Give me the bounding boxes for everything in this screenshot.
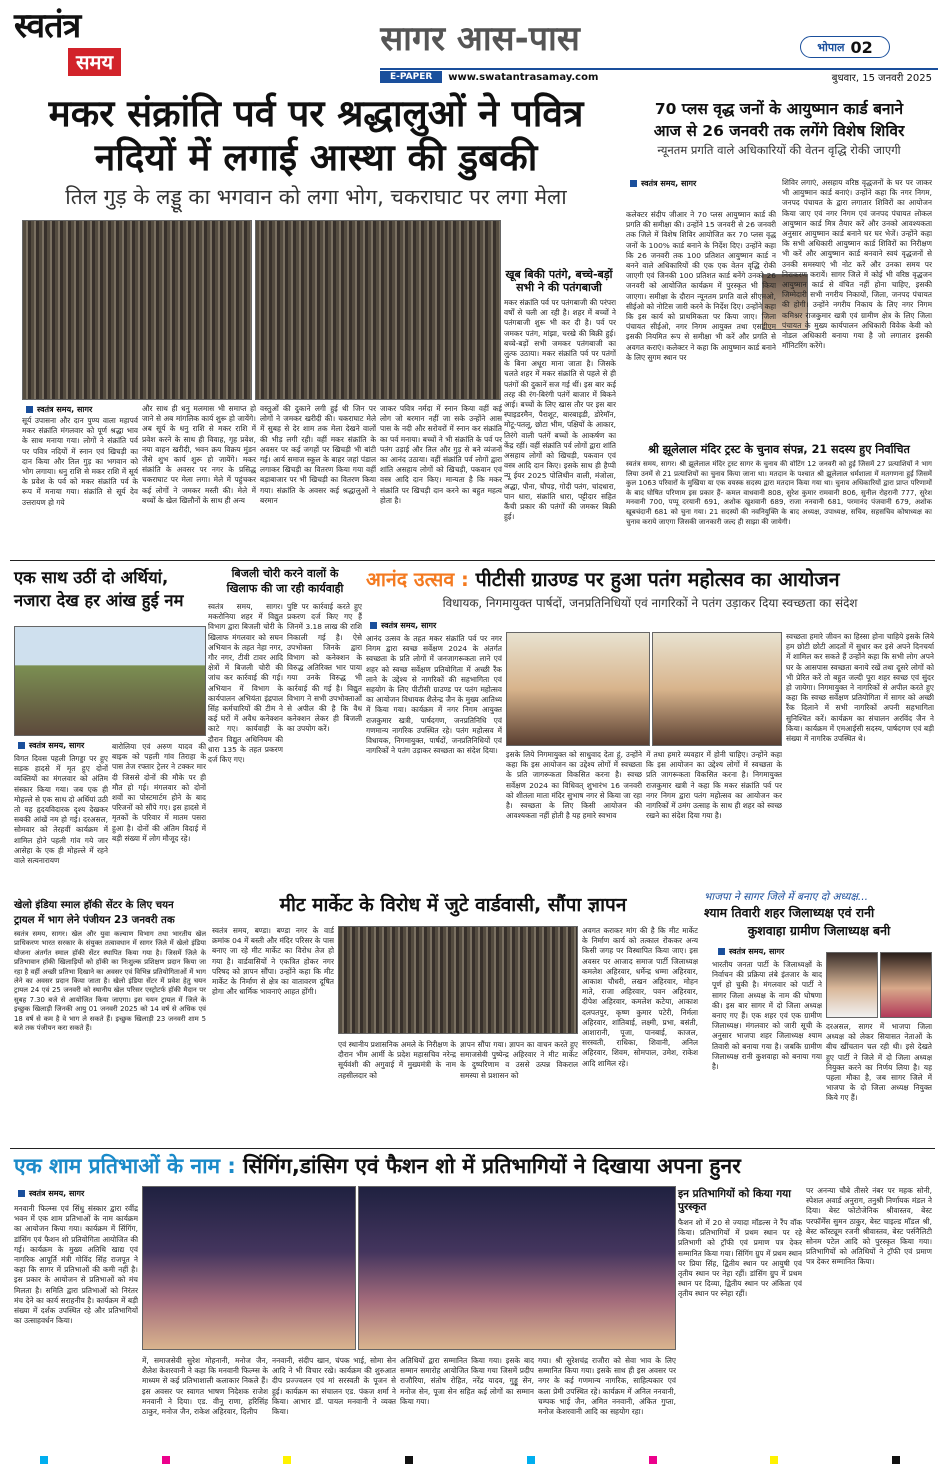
anand-headline: पीटीसी ग्राउण्ड पर हुआ पतंग महोत्सव का आयोजन [475, 568, 840, 591]
arthiyan-col-2: बारोलिया एवं अरुण यादव की बाइक को पहली गांव तिराहा के पास तेज रफ्तार ट्रेलर ने टक्कर मार दी जिससे दोनों की मौके पर ही मौत हो गई। मंगलवार को दोनों शवों का पोस्टमार्टम होने के बाद परिजनों को सौंपे गए। इस हादसे में मृतकों के परिवार में मातम पसरा हुआ है। दोनों की अंतिम विदाई में बड़ी संख्या में लोग मौजूद रहे। [112, 742, 206, 843]
bjp-byline: स्वतंत्र समय, सागर [718, 946, 828, 957]
anand-headline-row [366, 566, 934, 594]
shaam-col-1: मनवानी फिल्म्स एवं सिंधु संस्कार द्वारा रवींद्र भवन में एक शाम प्रतिभाओं के नाम कार्यक्रम का आयोजन किया गया। कार्यक्रम में सिंगिंग, डांसिंग एवं फैशन शो प्रतियोगिता आयोजित की गई। कार्यक्रम के मुख्य अतिथि खाद्य एवं नागरिक आपूर्ति मंत्री गोविंद सिंह राजपूत ने कहा कि सागर में प्रतिभाओं की कमी नहीं है। इस प्रकार के आयोजन से प्रतिभाओं को मंच मिलता है। समिति द्वारा प्रतिभाओं को निरंतर मंच देने का कार्य सराहनीय है। कार्यक्रम में बड़ी संख्या में दर्शक उपस्थित रहे और प्रतिभागियों का उत्साहवर्धन किया। [14, 1204, 138, 1326]
anand-subhead: विधायक, निगमायुक्त पार्षदों, जनप्रतिनिधियों एवं नागरिकों ने पतंग उड़ाकर दिया स्वच्छता का संदेश [442, 596, 858, 610]
lead-story [14, 92, 618, 538]
ayushman-col-1: कलेक्टर संदीप जीआर ने 70 प्लस आयुष्मान कार्ड की प्रगति की समीक्षा की। उन्होंने 15 जनवरी से 26 जनवरी तक जिले में विशेष शिविर आयोजित कर 70 प्लस वृद्ध जनों के 100% कार्ड बनाने के निर्देश दिए। उन्होंने कहा कि 26 जनवरी तक 100 प्रतिशत आयुष्मान कार्ड न बनने वाले अधिकारियों की एक एक वेतन वृद्धि रोकी जाएगी एवं जिनकी 100 प्रतिशत कार्ड बनेंगे उनको 26 जनवरी को आयोजित कार्यक्रम में पुरस्कृत भी किया जाएगा। समीक्षा के दौरान न्यूनतम प्रगति वाले सीएमओ, सीईओ को नोटिस जारी करने के निर्देश दिए। उन्होंने कहा कि इस कार्य को प्राथमिकता पर किया जाए। जिला पंचायत सीईओ, नगर निगम आयुक्त तथा एसडीएम इसकी नियमित रूप से समीक्षा भी करें और प्रगति से अवगत कराएं। कलेक्टर ने कहा कि आयुष्मान कार्ड बनाने के लिए सुगम स्थान पर [626, 210, 776, 362]
shaam-col-2: में, समाजसेवी सुरेश मोहनानी, मनोज जैन, शैलेश केशरवानी ने कहा कि मनवानी फिल्म्स के माध्यम से कई प्रतिभाशाली कलाकार निकले हैं। इस अवसर पर स्वागत भाषण निदेशक राजेश मनवानी ने दिया। एड. वीनू राणा, हरिसिंह ठाकुर, मनोज जैन, राकेश अहिरवार, दिलीप [142, 1356, 268, 1417]
shaam-col-3: ननवानी, संदीप खान, चंपक भाई, सोमा सेन आदि ने भी विचार रखे। कार्यक्रम की शुरुआत दीप प्रज्ज्वलन एवं मां सरस्वती के पूजन से हुई। कार्यक्रम का संचालन एड. पंकज शर्मा ने किया। आभार डॉ. पायल मनवानी ने व्यक्त किया। [272, 1356, 396, 1417]
shaam-headline: सिंगिंग,डांसिग एवं फैशन शो में प्रतिभागियों ने दिखाया अपना हुनर [243, 1154, 741, 1178]
ayushman-headline-2: आज से 26 जनवरी तक लगेंगे विशेष शिविर [653, 122, 905, 140]
kite-side-headline: खूब बिकी पतंगे, बच्चे-बड़ों सभी ने की पतंगबाजी [505, 268, 613, 294]
meat-col-4: अवगत कराकर मांग की है कि मीट मार्केट के निर्माण कार्य को तत्काल रोककर अन्य किसी जगह पर विस्थापित किया जाए। इस अवसर पर आजाद समाज पार्टी जिलाध्यक्ष कमलेश अहिरवार, धर्मेन्द्र धम्मा अहिरवार, आकाश चौधरी, लखन अहिरवार, मोहन माते, राजा अहिरवार, पवन अहिरवार, दीपेश अहिरवार, कमलेश कटेया, आकाश दलपतपुर, कृष्ण कुमार पटेरी, निर्मला अहिरवार, शांतिबाई, लक्ष्मी, प्रभा, बसंती, आशारानी, पूजा, पानबाई, काजल, सरस्वती, राधिका, शिवानी, अनिल अहिरवार, शिवम, सोमपाल, उमेश, राकेश आदि शामिल रहे। [582, 926, 698, 1068]
page-number: 02 [850, 37, 873, 57]
shaam-col-4: अतिथियों द्वारा सम्मानित किया गया। इसके बाद सम्मान समारोह आयोजित किया गया जिसमें प्रदीप राजौरिया, संतोष रोहित, नरेंद्र यादव, गुड्डू सेन, मनोज सेन, पूजा सेन सहित कई लोगों का सम्मान किया गया। [400, 1356, 534, 1406]
bijli-col-1: स्वतंत्र समय, सागर। मकरोनिया शहर में विद्युत विभाग द्वारा बिजली चोरी के खिलाफ मंगलवार को सघन अभियान के तहत नेहा नगर, गौर नगर, टीवी टावर आदि क्षेत्रों में बिजली चोरी की जांच कर कार्रवाई की गई। अभियान में विभाग के कार्यपालन अभियंता इंद्रपाल सिंह कर्मचारियों की टीम ने कई घरों में अवैध कनेक्शन काटे गए। कार्यवाही के दौरान विद्युत अधिनियम की धारा 135 के तहत प्रकरण दर्ज किए गए। [208, 602, 283, 765]
logo-bottom-text: समय [68, 48, 121, 76]
ayushman-headline-1: 70 प्लस वृद्ध जनों के आयुष्मान कार्ड बनाने [654, 100, 904, 118]
jhulelal-headline: श्री झूलेलाल मंदिर ट्रस्ट के चुनाव संपन्न, 21 सदस्य हुए निर्वाचित [648, 443, 910, 456]
shaam-col-6: फैशन शो में 20 से ज्यादा मॉडल्स ने रैंप वॉक किया। प्रतिभागियों में प्रथम स्थान पर रहे प्रतिभागी को ट्रॉफी एवं प्रमाण पत्र देकर सम्मानित किया गया। सिंगिंग ग्रुप में प्रथम स्थान पर प्रिया सिंह, द्वितीय स्थान पर आयुषी एवं तृतीय स्थान पर नेहा रहीं। डांसिंग ग्रुप में प्रथम स्थान पर दिव्या, द्वितीय स्थान पर अंकिता एवं तृतीय स्थान पर स्नेहा रहीं। [678, 1218, 802, 1299]
meat-col-3: ज्ञापन सौंपा गया। ज्ञापन का वाचन करते हुए समाजसेवी पुष्पेन्द्र अहिरवार ने मीट मार्केट के दुष्परिणाम व उससे उत्पन्न विकराल समस्या से प्रशासन को [460, 1040, 578, 1080]
shaam-photo-award [358, 1186, 676, 1350]
epaper-label: E-PAPER [380, 71, 442, 83]
shaam-col-7: पर अनन्या चौबे तीसरे नंबर पर महक सोनी, स्पेशल अवार्ड अनुराग, तनुश्री निर्णायक मंडल ने दिया। बेस्ट फोटोजेनिक श्रीवास्तव, बेस्ट परफॉर्मेंस सुमन ठाकुर, बेस्ट चाइल्ड मॉडल श्री, बेस्ट कॉस्ट्यूम रजनी श्रीवास्तव, बेस्ट पर्सनैलिटी सोनम पटेल आदि को पुरस्कृत किया गया। प्रतिभागियों को अतिथियों ने ट्रॉफी एवं प्रमाण पत्र देकर सम्मानित किया। [806, 1186, 932, 1267]
lead-headline-2: नदियों में लगाई आस्था की डुबकी [94, 136, 538, 179]
arthiyan-headline-1: एक साथ उठीं दो अर्थियां, [14, 568, 169, 587]
issue-date: बुधवार, 15 जनवरी 2025 [831, 73, 932, 84]
jhulelal-story [626, 442, 932, 554]
jhulelal-body: स्वतंत्र समय, सागर। श्री झूलेलाल मंदिर ट्रस्ट सागर के चुनाव की वोटिंग 12 जनवरी को हुई जिसमें 27 प्रत्याशियों ने भाग लिया उनमें से 21 प्रत्याशियों का चुनाव किया जाना था। मतदान के पश्चात श्री झूलेलाल धर्मशाला में मतगणना हुई जिसमें कुल 1063 परिवारों के मुखिया या एक वयस्क सदस्य द्वारा मतदान किया गया था। चुनाव अधिकारियों द्वारा प्राप्त परिणामों के बाद घोषित परिणाम इस प्रकार हैं- कमल वाधवानी 808, सुरेश कुमार रामवानी 806, सुनील रोहरानी 777, सुरेश मनवानी 700, पप्पू दरयानी 691, अशोक खुशवानी 689, राजा ननवानी 681, परमानंद पंजवानी 679, अशोक खूबचंदानी 681 को चुना गया। 21 सदस्यों की नवनियुक्ति के बाद अध्यक्ष, उपाध्यक्ष, सचिव, सहसचिव कोषाध्यक्ष का चुनाव कराये जाएगा जिसकी जानकारी जल्द ही साझा की जायेगी। [626, 460, 932, 526]
bjp-col-2: दरअसल, सागर में भाजपा जिला अध्यक्ष को लेकर सियासत नेताओं के बीच खींचतान चल रही थी। इसे देखते हुए पार्टी ने जिले में दो जिला अध्यक्ष नियुक्त करने का निर्णय लिया है। यह पहला मौका है, जब सागर जिले में भाजपा के दो जिला अध्यक्ष नियुक्त किये गए हैं। [826, 1022, 932, 1103]
city-label: भोपाल [817, 40, 845, 54]
lead-col-1: सूर्य उपासना और दान पुण्य वाला महापर्व मकर संक्रांति मंगलवार को पूर्ण श्रद्धा भाव के साथ मनाया गया। लोगों ने संक्रांति पर्व पर पवित्र नदियों में स्नान एवं खिचड़ी का दान किया और तिल गुड़ का भगवान को भोग लगाया। धनु राशि से मकर राशि में सूर्य के प्रवेश के पर्व को मकर संक्रांति पर्व के रूप में मनाया गया। संक्रांति से सूर्य देव उत्तरायण हो गये [22, 416, 138, 507]
ayushman-subhead: न्यूनतम प्रगति वाले अधिकारियों की वेतन वृद्धि रोकी जाएगी [657, 143, 901, 157]
byline-square-icon [630, 180, 637, 187]
anand-col-4: स्वच्छता हमारे जीवन का हिस्सा होना चाहिये इसके लिये हम छोटी छोटी आदतों में सुधार कर इसे अपने दिनचर्या में शामिल कर सकते हैं उन्होंने कहा कि सभी लोग अपने घर के आसपास स्वच्छता बनाये रखें तथा दूसरे लोगों को भी प्रेरित करें तो बहुत जल्दी पूरा शहर स्वच्छ एवं सुंदर हो जायेगा। निगमायुक्त ने नागरिकों से अपील करते हुए कहा कि स्वच्छ सर्वेक्षण प्रतियोगिता में सागर को अच्छी रैंक दिलाने में सभी नागरिकों अपनी सहभागिता सुनिश्चित करें। कार्यक्रम का संचालन अरविंद जैन ने किया। कार्यक्रम में एमआईसी सदस्य, पार्षदगण एवं बड़ी संख्या में नागरिक उपस्थित थे। [786, 632, 934, 744]
arthiyan-byline: स्वतंत्र समय, सागर [18, 740, 118, 751]
arthiyan-story [14, 566, 206, 894]
anand-story [366, 566, 934, 884]
anand-kicker: आनंद उत्सव : [366, 568, 469, 591]
meat-photo [338, 926, 578, 1034]
shaam-photo-group [142, 1186, 356, 1350]
shaam-col-5: गया। श्री सुरेशचंद्र राजौरा को सेवा भाव के लिए सम्मानित किया गया। इसके साथ ही इस अवसर पर नगर के कई गणमान्य नागरिक, साहित्यकार एवं कला प्रेमी उपस्थित रहे। कार्यक्रम में अनिल ननवानी, चम्पक भाई जैन, अमित ननवानी, अंकित गुप्ता, मनोज केशरवानी आदि का सहयोग रहा। [538, 1356, 676, 1417]
arthiyan-photo [14, 626, 206, 736]
lead-col-5: मकर संक्रांति पर्व पर पतंगबाजी की परंपरा वर्षों से चली आ रही है। शहर में बच्चों ने पतंगबाजी शुरू भी कर दी है। पर्व पर जमकर पतंग, मांझा, चरखे की बिक्री हुई। बच्चे-बड़ों सभी जमकर पतंगबाजी का लुत्फ उठाया। मकर संक्रांति पर्व पर पतंगों के बिना अधूरा माना जाता है। जिसके चलते शहर में मकर संक्रांति से पहले से ही पतंगों की दुकानें सज गई थीं। इस बार कई तरह की रंग-बिरंगी पतंगें बाजार में बिकने आई। बच्चों के लिए खास तौर पर इस बार स्पाइडरमैन, पैराशूट, बारबाइडी, डोरेमॉन, मोटू-पतलू, छोटा भीम, पक्षियों के आकार, तिरंगे वाली पतंगें बच्चों के आकर्षण का केंद्र रहीं। वहीं संक्रांति पर्व लोगों द्वारा शांति असहाय लोगों को खिचड़ी, पकवान एवं वस्त्र आदि दान किए। इसके साथ ही हैप्पी न्यू ईयर 2025 पोलिथीन वाली, मंजोला, अद्धा, पौना, चौपड़, गोदी पतंग, चांदधारा, पान धारा, संक्रांति धारा, पट्टीदार सहित कैंची प्रकार की पतंगों की जमकर बिक्री हुई। [504, 298, 616, 522]
byline-square-icon [718, 948, 725, 955]
bijli-headline-1: बिजली चोरी करने वालों के [231, 567, 339, 580]
divider-bottom [10, 1148, 935, 1149]
khelo-body: स्वतंत्र समय, सागर। खेल और युवा कल्याण विभाग तथा भारतीय खेल प्राधिकरण भारत सरकार के संयुक्त तत्वावधान में सागर जिले में खेलो इंडिया योजना अंतर्गत स्माल हॉकी सेंटर स्थापित किया गया है। जिसमें जिले के प्रतिभावान हॉकी खिलाड़ियों को हॉकी का निःशुल्क प्रशिक्षण प्रदान किया जा रहा है वहीं अच्छी प्रतिभा दिखाने का अवसर एवं विभिन्न प्रतियोगिताओं में भाग लेने का अवसर प्रदान किया जाता है। खेलो इंडिया सेंटर में प्रवेश हेतु चयन ट्रायल 24 एवं 25 जनवरी को स्थानीय खेल परिसर एस्ट्रोटर्फ हॉकी मैदान पर सुबह 7.30 बजे से आयोजित किया जाएगा। इस चयन ट्रायल में जिले के इच्छुक खिलाड़ी जिनकी आयु 01 जनवरी 2025 को 14 वर्ष से अधिक एवं 18 वर्ष से कम है वे भाग ले सकते हैं। इच्छुक खिलाड़ी 23 जनवरी शाम 5 बजे तक पंजीयन करा सकते हैं। [14, 930, 206, 1033]
lead-col-2: और साथ ही धनु मलमास भी समाप्त हो जाने से अब मांगलिक कार्य शुरू हो जायेंगे। अब सूर्य के धनु राशि से मकर राशि में प्रवेश करने के साथ ही विवाह, गृह प्रवेश, नया वाहन खरीदी, भवन क्रय विक्रय मुंडन जैसे शुभ कार्य शुरू हो जायेंगे। मकर संक्रांति के अवसर पर नगर के प्रसिद्ध चकराघाट पर मेला लगा। मेले में पहुंचकर कई लोगों ने जमकर मस्ती की। मेले में बच्चों के खेल खिलौनों के साथ ही अन्य [142, 404, 256, 505]
lead-headline-1: मकर संक्रांति पर्व पर श्रद्धालुओं ने पवित्र [48, 92, 584, 135]
meat-story [208, 890, 698, 1142]
anand-byline: स्वतंत्र समय, सागर [370, 620, 502, 631]
lead-photo-mela [255, 220, 501, 400]
lead-subhead: तिल गुड़ के लड्डू का भगवान को लगा भोग, चकराघाट पर लगा मेला [65, 185, 567, 209]
epaper-bar [380, 68, 938, 84]
lead-byline: स्वतंत्र समय, सागर [26, 404, 138, 415]
bijli-col-2: पुष्टि पर कार्रवाई करते हुए प्रकरण दर्ज किए गए हैं जिनमें 3.18 लाख की राशि निकाली गई है। ऐसे उपभोक्ता जिनके द्वारा विभाग को कनेक्शन के विरुद्ध अतिरिक्त भार पाया गया उनके विरुद्ध भी कार्रवाई की गई है। विद्युत विभाग ने सभी उपभोक्ताओं से अपील की है कि वैध कनेक्शन लेकर ही बिजली का उपयोग करें। [287, 602, 362, 734]
anand-photo-2 [652, 632, 782, 746]
shaam-kicker: एक शाम प्रतिभाओं के नाम : [14, 1154, 236, 1178]
meat-col-2: एवं स्थानीय प्रशासनिक अमले के निरीक्षण के दौरान भीम आर्मी के प्रदेश महासचिव नरेन्द्र सूर्यवंशी की अगुवाई में मुख्यमंत्री के नाम तहसीलदार को [338, 1040, 456, 1080]
byline-square-icon [18, 1190, 25, 1197]
anand-col-3: में तथा हमारे व्यवहार में होनी चाहिए। उन्होंने कहा कि इस आयोजन का उद्देश्य लोगों में स्वच्छता के प्रति जागरूकता विकसित करना है। निगमायुक्त राजकुमार खत्री ने कहा कि मकर संक्रांति पर्व पर नगर निगम द्वारा पतंग महोत्सव का आयोजन कर नागरिकों में उमंग उत्साह के साथ ही शहर को स्वच्छ रखने का संदेश दिया गया है। [646, 750, 782, 821]
shaam-story [14, 1150, 934, 1452]
arthiyan-headline-2: नजारा देख हर आंख हुई नम [14, 591, 184, 610]
anand-col-1: आनंद उत्सव के तहत मकर संक्रांति पर्व पर नगर निगम द्वारा स्वच्छ सर्वेक्षण 2024 के अंतर्गत स्वच्छता के प्रति लोगों में जनजागरूकता लाने एवं शहर को स्वच्छ सर्वेक्षण प्रतियोगिता में अच्छी रैंक लाने के उद्देश्य से नागरिकों की सहभागिता एवं सहयोग के लिए पीटीसी ग्राउण्ड पर पतंग महोत्सव का आयोजन विधायक शैलेन्द्र जैन के मुख्य आतिथ्य में किया गया। कार्यक्रम में नगर निगम आयुक्त राजकुमार खत्री, पार्षदगण, जनप्रतिनिधि एवं गणमान्य नागरिक उपस्थित रहे। पतंग महोत्सव में विधायक, निगमायुक्त, पार्षदों, जनप्रतिनिधियों एवं नागरिकों ने पतंग उड़ाकर स्वच्छता का संदेश दिया। [366, 634, 502, 756]
page-tag [800, 36, 890, 58]
meat-headline: मीट मार्केट के विरोध में जुटे वार्डवासी, सौंपा ज्ञापन [279, 894, 627, 916]
meat-col-1: स्वतंत्र समय, बण्डा। बण्डा नगर के वार्ड क्रमांक 04 में बस्ती और मंदिर परिसर के पास बनाए जा रहे मीट मार्केट का विरोध तेज हो गया है। वार्डवासियों ने एकत्रित होकर नगर परिषद को ज्ञापन सौंपा। उन्होंने कहा कि मीट मार्केट के निर्माण से क्षेत्र का वातावरण दूषित होगा और धार्मिक भावनाएं आहत होंगी। [212, 926, 334, 997]
lead-col-4: जाकर पवित्र नर्मदा में स्नान किया वहीं कई लोग जो बरमान नहीं जा सके उन्होंने आस पास के नदी और सरोवरों में स्नान कर संक्रांति का पर्व मनाया। बच्चों ने भी संक्रांति के पर्व पर पतंग उड़ाई और तिल और गुड़ से बने व्यंजनों का आनंद उठाया। वहीं संक्रांति पर्व लोगों द्वारा शांति असहाय लोगों को खिचड़ी, पकवान एवं वस्त्र आदि दान किए। मान्यता है कि मकर संक्रांति पर खिचड़ी दान करने का बहुत महत्व होता है। [380, 404, 502, 505]
rani-kushwaha-photo [880, 952, 932, 1018]
ayushman-story [626, 98, 932, 438]
bijli-headline-2: खिलाफ की जा रही कार्यवाही [226, 582, 344, 595]
anand-photo-1 [506, 632, 650, 746]
logo-top-text: स्वतंत्र [14, 6, 81, 46]
divider-top [10, 560, 935, 561]
khelo-story [14, 898, 206, 1144]
site-url[interactable]: www.swatantrasamay.com [448, 71, 599, 83]
anand-col-2: इसके लिये निगमायुक्त को साधुवाद देता हूं, उन्होंने कहा कि इस आयोजन का उद्देश्य लोगों में स्वच्छता के प्रति जागरूकता विकसित करना है। स्वच्छ सर्वेक्षण 2024 का विधिवत् शुभारंभ 16 जनवरी को शीतला माता मंदिर सुभाष नगर से किया जा रहा है। स्वच्छता के लिए किसी आयोजन की आवश्यकता नहीं होती है यह हमारे स्वभाव [506, 750, 642, 821]
byline-square-icon [370, 622, 377, 629]
masthead [0, 0, 945, 90]
bjp-col-1: भारतीय जनता पार्टी के जिलाध्यक्षों के निर्वाचन की प्रक्रिया लंबे इंतजार के बाद पूर्ण हो चुकी है। मंगलवार को पार्टी ने सागर जिला अध्यक्ष के नाम की घोषणा की। इस बार सागर में दो जिला अध्यक्ष बनाए गए हैं। एक शहर एवं एक ग्रामीण जिलाध्यक्ष। मंगलवार को जारी सूची के अनुसार भाजपा शहर जिलाध्यक्ष श्याम तिवारी को बनाया गया है। जबकि ग्रामीण जिलाध्यक्ष रानी कुशवाहा को बनाया गया है। [712, 960, 822, 1072]
khelo-headline-1: खेलो इंडिया स्माल हॉकी सेंटर के लिए चयन [14, 900, 174, 911]
bijli-story [208, 566, 362, 894]
shaam-side-headline: इन प्रतिभागियों को किया गया पुरस्कृत [678, 1188, 791, 1213]
lead-photo-ghat [22, 220, 252, 400]
bjp-headline-1: श्याम तिवारी शहर जिलाध्यक्ष एवं रानी [704, 905, 875, 920]
khelo-headline-2: ट्रायल में भाग लेने पंजीयन 23 जनवरी तक [14, 915, 175, 926]
logo[interactable] [14, 6, 124, 84]
arthiyan-col-1: विगत दिवस पहली तिगड्डा पर हुए सड़क हादसे में मृत हुए दोनों व्यक्तियों का मंगलवार को अंतिम संस्कार किया गया। जब एक ही मोहल्ले से एक साथ दो अर्थियां उठी तो यह हृदयविदारक दृश्य देखकर सबकी आंखें नम हो गई। दरअसल, सोमवार को तेरहवीं कार्यक्रम में शामिल होने पहली गांव गये जार आसेहा के एक ही मोहल्ले में रहने वाले सत्यनारायण [14, 754, 108, 866]
shaam-headline-row [14, 1150, 934, 1182]
byline-square-icon [18, 742, 25, 749]
lead-col-3: वस्तुओं की दुकाने लगी हुई थी जिन पर लोगों ने जमकर खरीदी की। चकराघाट मेले में सुबह से देर शाम तक मेला देखने वालों की भीड़ लगी रही। वहीं मकर संक्रांति के अवसर पर कई जगहों पर खिचड़ी भी बांटी गई। आर्य समाज स्कूल के बाहर जहां पंडाल लगाकर खिचड़ी का वितरण किया गया वहीं बड़ाबाजार पर भी खिचड़ी का वितरण किया गया। संक्रांति के अवसर कई श्रद्धालुओं ने बरमान [260, 404, 376, 505]
shyam-tiwari-photo [826, 952, 878, 1018]
ayushman-col-2: शिविर लगाएं, असहाय वरिष्ठ वृद्धजनों के घर पर जाकर भी आयुष्मान कार्ड बनाएं। उन्होंने कहा कि नगर निगम, जनपद पंचायत के द्वारा लगातार शिविरों का आयोजन किया जाए एवं नगर निगम एवं जनपद पंचायत लोकल आयुष्मान कार्ड मित्र तैयार करें और उनको आवश्यकता अनुसार आयुष्मान कार्ड बनाने घर घर भेजें। उन्होंने कहा कि सभी अधिकारी आयुष्मान कार्ड शिविरों का निरीक्षण भी करें और आयुष्मान कार्ड बनवाने स्वयं वृद्धजनों से उनकी समस्याएं भी नोट करें और उनका समय पर निराकरण करायें। सागर जिले में कोई भी वरिष्ठ वृद्धजन आयुष्मान कार्ड से वंचित नहीं होना चाहिए, इसकी जिम्मेदारी सभी नगरीय निकायों, जिला, जनपद पंचायत की होगी। उन्होंने नगरीय निकाय के लिए नगर निगम कमिश्नर राजकुमार खत्री एवं ग्रामीण क्षेत्र के लिए जिला पंचायत के मुख्य कार्यपालन अधिकारी विवेक केवी को नोडल अधिकारी बनाया गया है जो लगातार इसकी मॉनिटरिंग करेंगे। [782, 178, 932, 351]
ayushman-byline: स्वतंत्र समय, सागर [630, 178, 780, 189]
registration-bar [40, 1456, 900, 1464]
byline-square-icon [26, 406, 33, 413]
bjp-story [704, 890, 934, 1142]
shaam-byline: स्वतंत्र समय, सागर [18, 1188, 138, 1199]
bjp-headline-2: कुशवाहा ग्रामीण जिलाध्यक्ष बनी [747, 923, 891, 938]
bjp-kicker: भाजपा ने सागर जिले में बनाए दो अध्यक्ष... [704, 891, 868, 903]
section-title: सागर आस-पास [380, 19, 580, 59]
